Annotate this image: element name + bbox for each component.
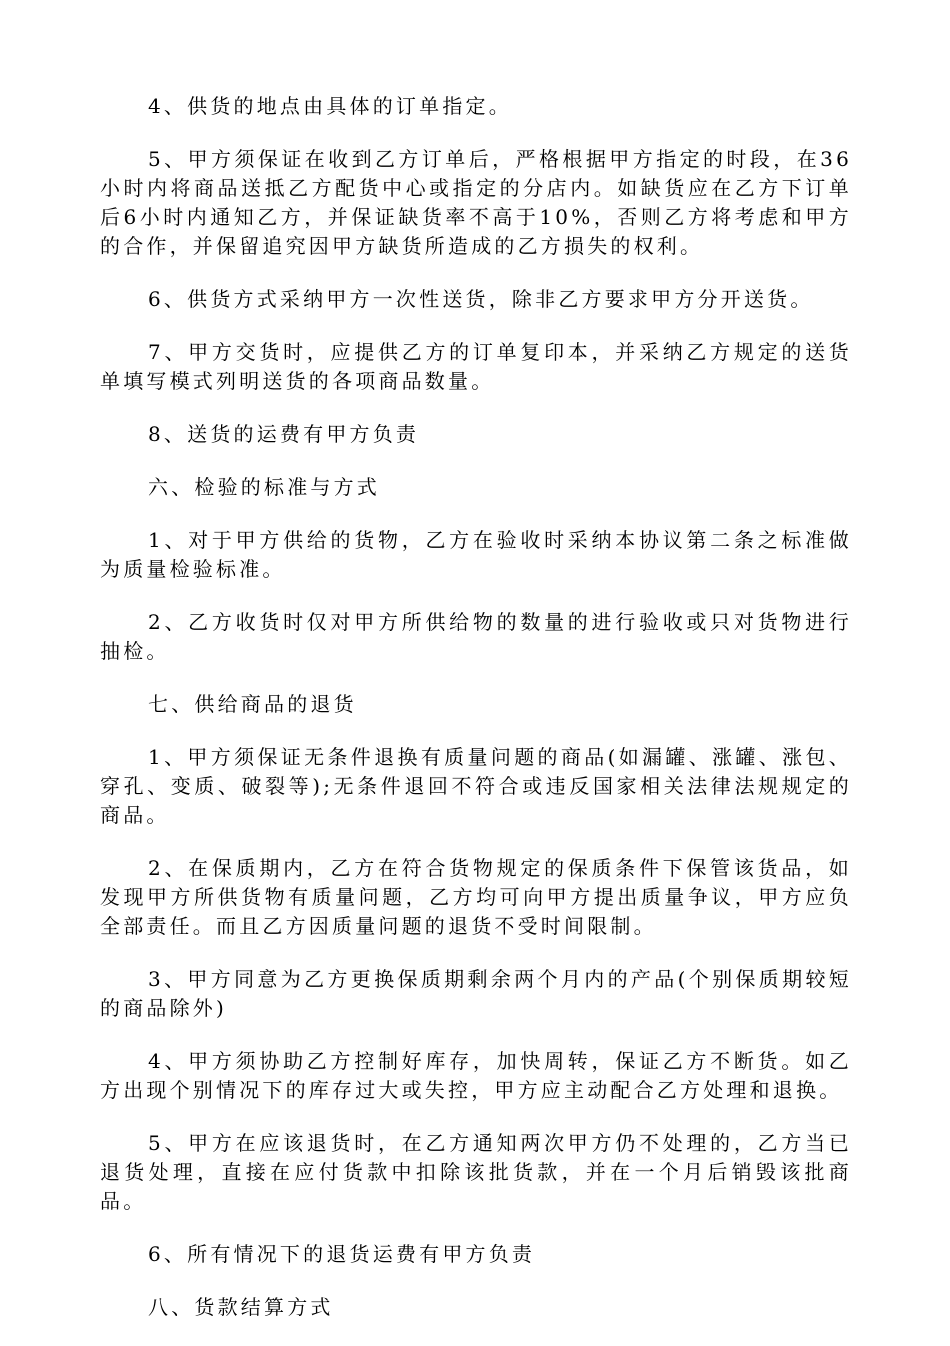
paragraph-delivery-time: 5、甲方须保证在收到乙方订单后，严格根据甲方指定的时段，在36小时内将商品送抵乙方配货中心或指定的分店内。如缺货应在乙方下订单后6小时内通知乙方，并保证缺货率不高于10%，否则乙方将考虑和甲方的合作，并保留追究因甲方缺货所造成的乙方损失的权利。 — [100, 147, 852, 258]
paragraph-return-expiry: 3、甲方同意为乙方更换保质期剩余两个月内的产品(个别保质期较短的商品除外) — [100, 967, 852, 1020]
section-heading-settlement: 八、货款结算方式 — [148, 1295, 334, 1319]
paragraph-delivery-documents: 7、甲方交货时，应提供乙方的订单复印本，并采纳乙方规定的送货单填写模式列明送货的各项商品数量。 — [100, 340, 852, 393]
paragraph-return-inventory: 4、甲方须协助乙方控制好库存，加快周转，保证乙方不断货。如乙方出现个别情况下的库存过大或失控，甲方应主动配合乙方处理和退换。 — [100, 1049, 852, 1102]
paragraph-supply-location: 4、供货的地点由具体的订单指定。 — [148, 94, 512, 118]
paragraph-inspection-method: 2、乙方收货时仅对甲方所供给物的数量的进行验收或只对货物进行抽检。 — [100, 610, 852, 663]
document-body — [100, 92, 852, 1346]
paragraph-return-deduction: 5、甲方在应该退货时，在乙方通知两次甲方仍不处理的，乙方当已退货处理，直接在应付货款中扣除该批货款，并在一个月后销毁该批商品。 — [100, 1131, 852, 1213]
section-heading-returns: 七、供给商品的退货 — [148, 692, 357, 716]
paragraph-freight: 8、送货的运费有甲方负责 — [148, 422, 420, 446]
paragraph-inspection-standard: 1、对于甲方供给的货物，乙方在验收时采纳本协议第二条之标准做为质量检验标准。 — [100, 528, 852, 581]
section-heading-inspection: 六、检验的标准与方式 — [148, 475, 380, 499]
paragraph-return-shelf-life: 2、在保质期内，乙方在符合货物规定的保质条件下保管该货品，如发现甲方所供货物有质量问题，乙方均可向甲方提出质量争议，甲方应负全部责任。而且乙方因质量问题的退货不受时间限制。 — [100, 856, 852, 938]
paragraph-return-freight: 6、所有情况下的退货运费有甲方负责 — [148, 1242, 536, 1266]
paragraph-return-quality: 1、甲方须保证无条件退换有质量问题的商品(如漏罐、涨罐、涨包、穿孔、变质、破裂等);无条件退回不符合或违反国家相关法律法规规定的商品。 — [100, 745, 852, 827]
paragraph-delivery-method: 6、供货方式采纳甲方一次性送货，除非乙方要求甲方分开送货。 — [148, 287, 814, 311]
